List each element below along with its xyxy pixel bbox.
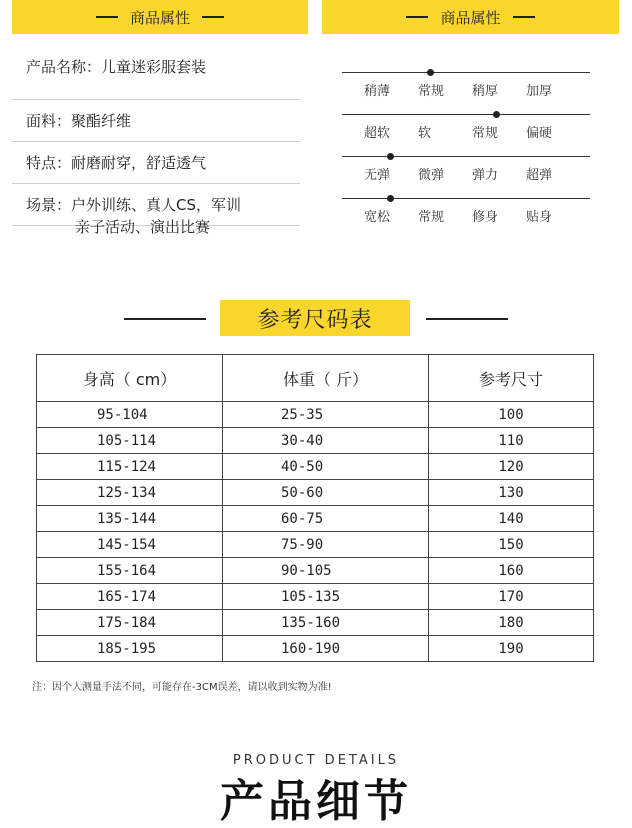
attributes-tab-left [12,0,308,34]
table-row [37,428,594,454]
tab-dash-right [513,16,535,18]
measurement-note: 注：因个人测量手法不同，可能存在-3CM误差，请以收到实物为准! [32,682,332,693]
weight-cell: 30-40 [223,428,429,454]
weight-cell: 40-50 [223,454,429,480]
scale-marker [427,69,434,76]
scale-option: 宽松 [364,210,391,225]
scale-thickness [342,72,590,114]
attributes-tab-right [322,0,619,34]
scale-line [342,156,590,157]
heading-rule-right [426,318,508,320]
scale-line [342,72,590,73]
scale-softness [342,114,590,156]
height-cell: 175-184 [37,610,223,636]
attribute-fabric: 面料：聚酯纤维 [12,100,300,142]
size-cell: 160 [429,558,594,584]
scale-option: 稍厚 [472,84,499,99]
table-row [37,636,594,662]
scale-option: 微弹 [418,168,445,183]
tab-title-left: 商品属性 [129,8,190,27]
weight-cell: 25-35 [223,402,429,428]
tab-dash-left [406,16,428,18]
size-cell: 110 [429,428,594,454]
table-header-row [37,355,594,402]
product-details-cn-title: 产品细节 [220,776,412,827]
scale-option: 稍薄 [364,84,391,99]
product-details-title: PRODUCT DETAILS [232,753,400,768]
table-row [37,558,594,584]
weight-cell: 90-105 [223,558,429,584]
height-cell: 115-124 [37,454,223,480]
height-cell: 185-195 [37,636,223,662]
table-row [37,532,594,558]
table-row [37,454,594,480]
weight-cell: 75-90 [223,532,429,558]
table-row [37,506,594,532]
size-cell: 120 [429,454,594,480]
property-scales [342,72,590,240]
scale-option: 超弹 [526,168,553,183]
scale-option: 软 [418,126,432,141]
height-cell: 155-164 [37,558,223,584]
header-height: 身高（ cm） [37,355,223,402]
scale-option: 常规 [418,210,445,225]
attribute-scenes-continued: 亲子活动、演出比赛 [75,218,211,236]
weight-cell: 160-190 [223,636,429,662]
size-cell: 140 [429,506,594,532]
scale-option: 弹力 [472,168,499,183]
size-cell: 190 [429,636,594,662]
heading-rule-left [124,318,206,320]
tab-title-right: 商品属性 [440,8,501,27]
scale-option: 加厚 [526,84,553,99]
size-cell: 150 [429,532,594,558]
scale-line [342,114,590,115]
height-cell: 125-134 [37,480,223,506]
scale-option: 贴身 [526,210,553,225]
scale-marker [387,153,394,160]
tab-dash-right [202,16,224,18]
scale-marker [387,195,394,202]
size-cell: 130 [429,480,594,506]
weight-cell: 105-135 [223,584,429,610]
height-cell: 135-144 [37,506,223,532]
table-body [37,402,594,662]
attribute-product-name: 产品名称：儿童迷彩服套装 [12,34,300,100]
size-cell: 180 [429,610,594,636]
scale-option: 偏硬 [526,126,553,141]
weight-cell: 50-60 [223,480,429,506]
table-row [37,402,594,428]
scale-marker [493,111,500,118]
attribute-list [12,34,300,226]
attribute-scenes: 场景：户外训练、真人CS，军训 [12,184,300,226]
height-cell: 95-104 [37,402,223,428]
attribute-features: 特点：耐磨耐穿，舒适透气 [12,142,300,184]
weight-cell: 135-160 [223,610,429,636]
tab-dash-left [96,16,118,18]
scale-option: 修身 [472,210,499,225]
scale-option: 常规 [418,84,445,99]
header-size: 参考尺寸 [429,355,594,402]
size-cell: 100 [429,402,594,428]
header-weight: 体重（ 斤） [223,355,429,402]
size-chart-title: 参考尺码表 [220,300,410,336]
table-row [37,584,594,610]
scale-line [342,198,590,199]
height-cell: 165-174 [37,584,223,610]
table-row [37,480,594,506]
height-cell: 105-114 [37,428,223,454]
scale-option: 超软 [364,126,391,141]
weight-cell: 60-75 [223,506,429,532]
scale-elasticity [342,156,590,198]
table-row [37,610,594,636]
scale-fit [342,198,590,240]
height-cell: 145-154 [37,532,223,558]
scale-option: 无弹 [364,168,391,183]
size-chart-table [36,354,594,662]
size-cell: 170 [429,584,594,610]
scale-option: 常规 [472,126,499,141]
